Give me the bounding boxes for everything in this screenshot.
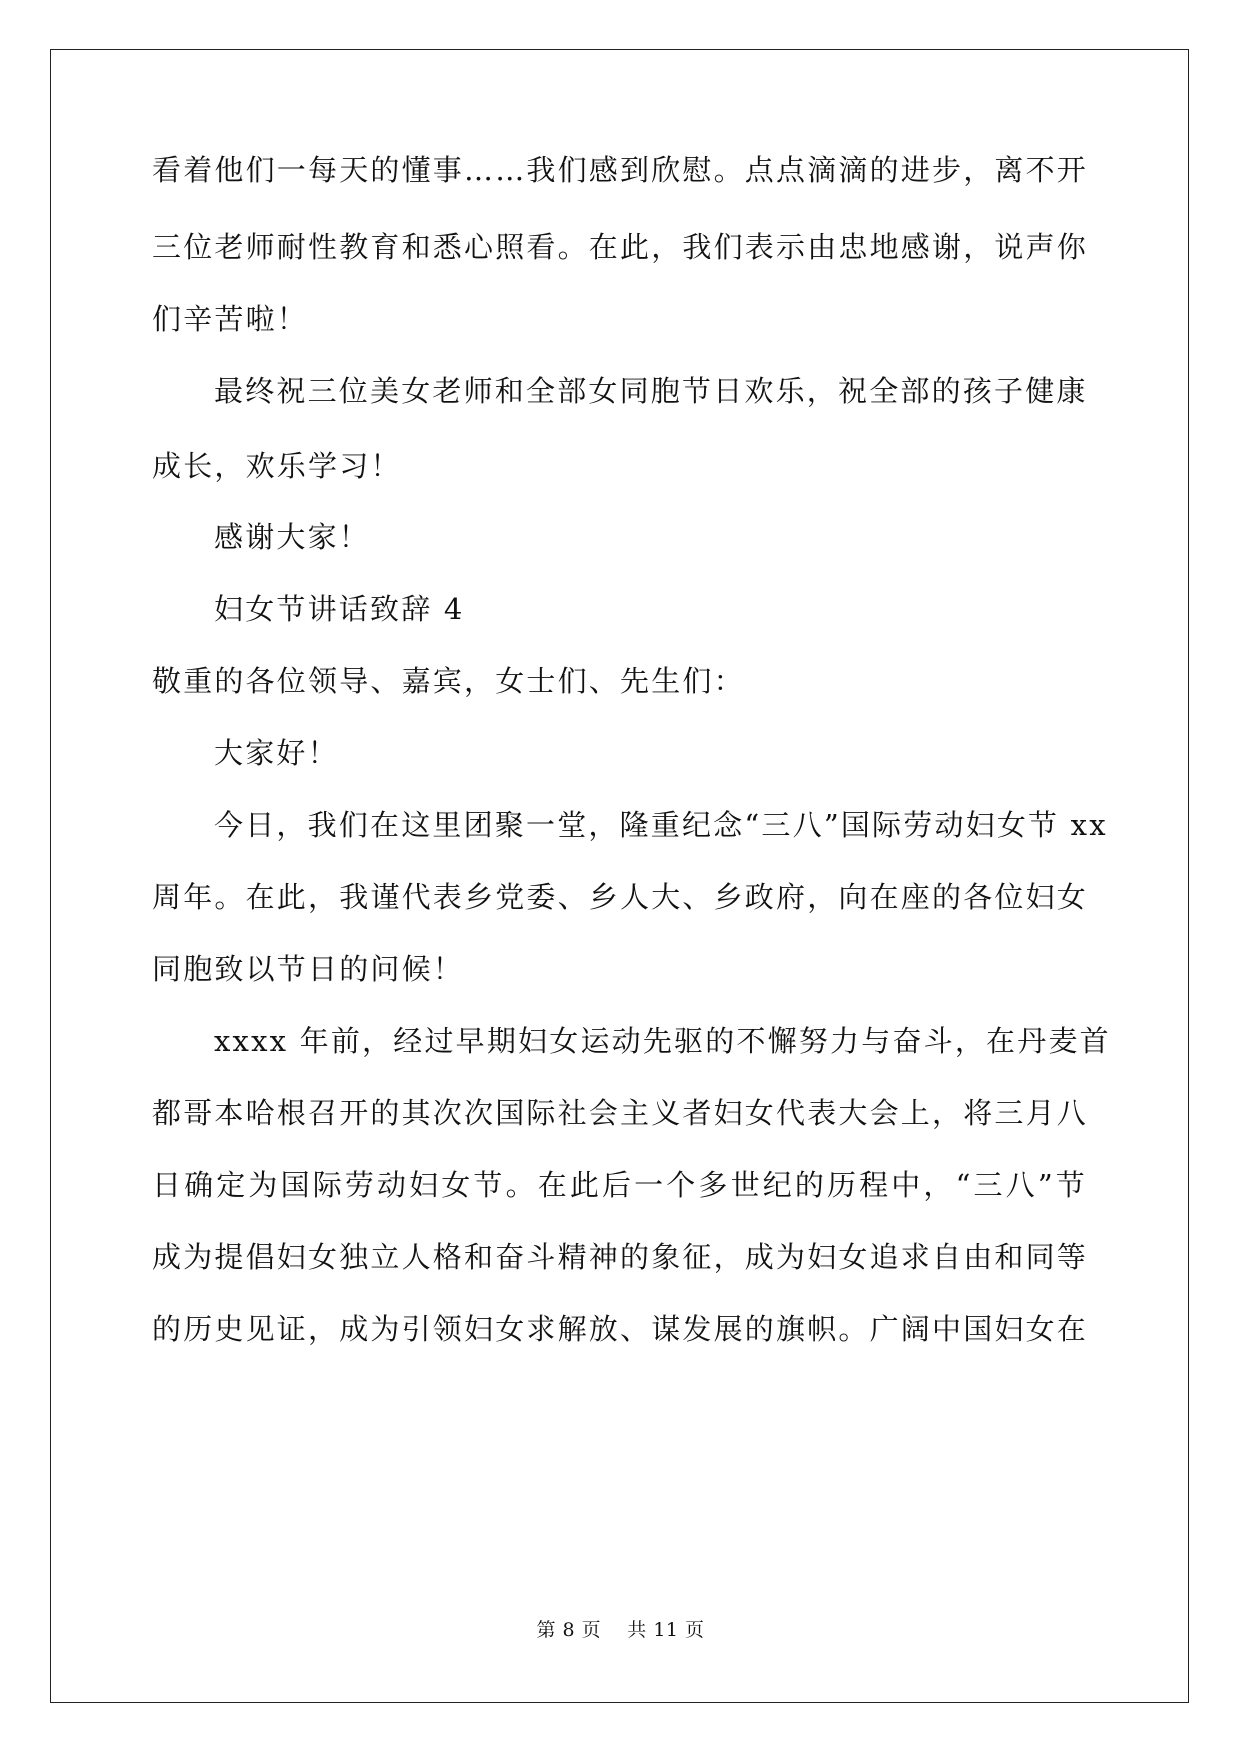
body-text-line: 今日，我们在这里团聚一堂，隆重纪念“三八”国际劳动妇女节 xx [214,808,1108,842]
page-number-footer: 第 8 页 共 11 页 [536,1619,705,1641]
body-text-line: 们辛苦啦！ [152,302,309,336]
body-text-line: 看着他们一每天的懂事……我们感到欣慰。点点滴滴的进步，离不开 [152,153,1089,187]
greeting: 大家好！ [214,736,339,770]
body-text-line: 同胞致以节日的问候！ [152,952,465,986]
body-text-line: xxxx 年前，经过早期妇女运动先驱的不懈努力与奋斗，在丹麦首 [214,1024,1111,1058]
section-heading: 妇女节讲话致辞 4 [214,592,465,626]
body-text-line: 的历史见证，成为引领妇女求解放、谋发展的旗帜。广阔中国妇女在 [152,1312,1089,1346]
body-text-line: 成长，欢乐学习！ [152,449,402,483]
page-border [50,49,1189,1703]
body-text-line: 都哥本哈根召开的其次次国际社会主义者妇女代表大会上，将三月八 [152,1096,1089,1130]
body-text-line: 三位老师耐性教育和悉心照看。在此，我们表示由忠地感谢，说声你 [152,230,1089,264]
salutation: 敬重的各位领导、嘉宾，女士们、先生们： [152,664,745,698]
body-text-line: 感谢大家！ [214,520,371,554]
body-text-line: 成为提倡妇女独立人格和奋斗精神的象征，成为妇女追求自由和同等 [152,1240,1089,1274]
body-text-line: 最终祝三位美女老师和全部女同胞节日欢乐，祝全部的孩子健康 [214,374,1088,408]
body-text-line: 周年。在此，我谨代表乡党委、乡人大、乡政府，向在座的各位妇女 [152,880,1089,914]
body-text-line: 日确定为国际劳动妇女节。在此后一个多世纪的历程中，“三八”节 [152,1168,1087,1202]
